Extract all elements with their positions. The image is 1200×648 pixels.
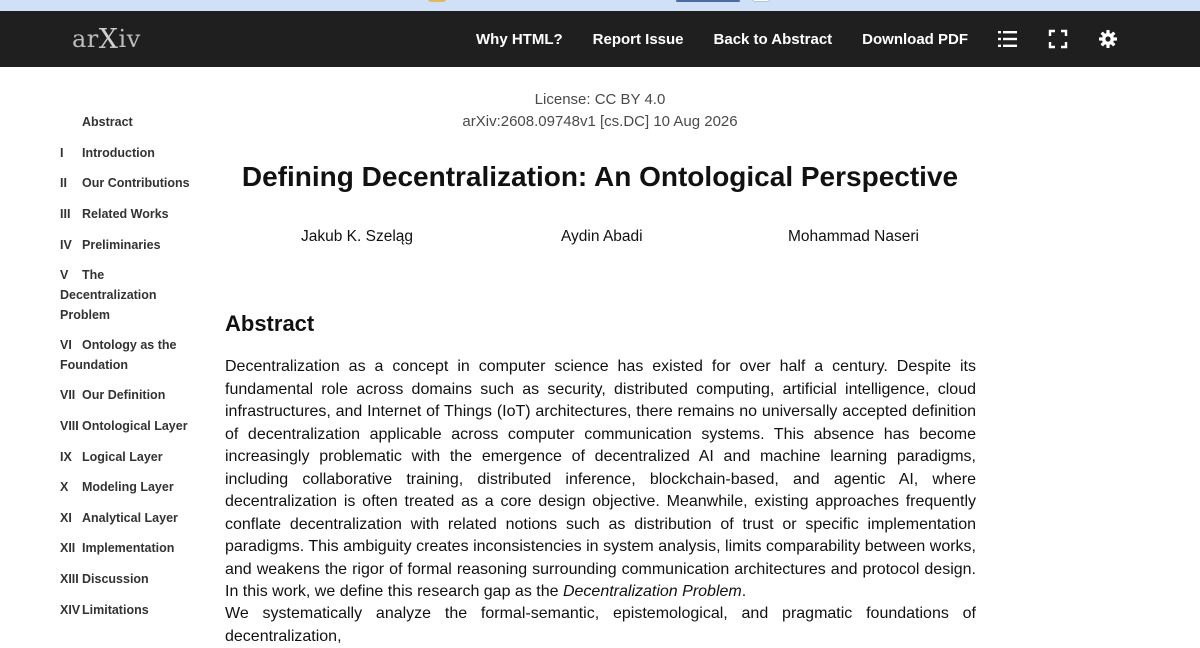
toc-item-introduction[interactable] [60, 143, 200, 163]
abstract-text-body: Decentralization as a concept in computer science has existed for over half a century. Despite its fundamental role across domains such as security, distributed computing, artificial intelligence, cloud infrastructures, and Internet of Things (IoT) architectures, there remains no universally accepted definition of decentralization applicable across computer communication systems. This absence has become increasingly problematic with the emergence of decentralized AI and machine learning paradigms, including collaborative training, distributed inference, blockchain-based, and agentic AI, where decentralization is often treated as a core design objective. Meanwhile, existing approaches frequently conflate decentralization with related notions such as distribution of trust or specific implementation paradigms. This ambiguity creates inconsistencies in system analysis, limits comparability between works, and weakens the rigor of formal reasoning surrounding communication architectures and protocol design. In this work, we define this research gap as the [225, 358, 976, 600]
toc-item-number: II [60, 176, 67, 190]
abstract-paragraph-2: We systematically analyze the formal-semantic, epistemological, and pragmatic foundations of decentralization, [225, 605, 976, 645]
toc-item-number: I [60, 146, 64, 160]
navbar-links [476, 11, 1200, 67]
toc-item-label: Preliminaries [82, 238, 161, 252]
toc-item-label: Introduction [82, 146, 155, 160]
fullscreen-icon[interactable] [1048, 29, 1068, 49]
toc-item-label: Ontology as the Foundation [60, 338, 177, 372]
toc-item-label: Our Contributions [82, 176, 190, 190]
toc-item-label: The Decentralization Problem [60, 268, 157, 322]
report-issue-link[interactable]: Report Issue [592, 30, 684, 48]
toc-item-ontology-foundation[interactable] [60, 335, 200, 375]
toc-item-label: Modeling Layer [82, 480, 174, 494]
toc-item-number: XIV [60, 603, 81, 617]
browser-info-banner [0, 0, 1200, 11]
toc-item-number: VIII [60, 419, 79, 433]
back-to-abstract-link[interactable]: Back to Abstract [713, 30, 833, 48]
arxiv-id-line: arXiv:2608.09748v1 [cs.DC] 10 Aug 2026 [462, 113, 738, 130]
toc-item-related-works[interactable] [60, 204, 200, 224]
author-name: Aydin Abadi [561, 228, 643, 245]
toc-item-analytical-layer[interactable] [60, 508, 200, 528]
logo-text-x: X [98, 23, 119, 55]
toc-item-number: IV [60, 238, 72, 252]
arxiv-logo[interactable] [72, 25, 141, 53]
toc-item-modeling-layer[interactable] [60, 477, 200, 497]
toc-item-number: IX [60, 450, 72, 464]
toc-item-label: Ontological Layer [82, 419, 188, 433]
list-icon[interactable] [998, 29, 1018, 49]
toc-item-implementation[interactable] [60, 538, 200, 558]
toc-item-number: XII [60, 541, 76, 555]
why-html-link[interactable]: Why HTML? [476, 30, 563, 48]
download-pdf-link[interactable]: Download PDF [862, 30, 968, 48]
toc-item-decentralization-problem[interactable] [60, 265, 200, 325]
toc-item-label: Implementation [82, 541, 175, 555]
toc-item-label: Logical Layer [82, 450, 163, 464]
abstract-paragraph [225, 356, 976, 604]
toc-item-number: X [60, 480, 69, 494]
toc-item-our-definition[interactable] [60, 385, 200, 405]
toc-item-number: V [60, 268, 69, 282]
abstract-heading: Abstract [225, 311, 315, 336]
toc-item-label: Discussion [82, 572, 149, 586]
toc-item-label: Our Definition [82, 388, 166, 402]
toc-item-ontological-layer[interactable] [60, 416, 200, 436]
banner-emoji-icon [428, 0, 446, 2]
author-name: Jakub K. Szeląg [301, 228, 414, 245]
author-name: Mohammad Naseri [788, 228, 919, 245]
toc-item-number: XI [60, 511, 72, 525]
toc-item-number: VI [60, 338, 72, 352]
toc-item-our-contributions[interactable] [60, 173, 200, 193]
toc-item-label: Limitations [82, 603, 149, 617]
toc-item-logical-layer[interactable] [60, 447, 200, 467]
toc-item-limitations[interactable] [60, 600, 200, 620]
abstract-text-end: . [741, 583, 747, 600]
theme-gear-icon[interactable] [1098, 29, 1118, 49]
banner-link[interactable] [676, 0, 740, 2]
toc-item-label: Analytical Layer [82, 511, 178, 525]
paper-title: Defining Decentralization: An Ontological Perspective [241, 161, 959, 192]
top-navbar [0, 11, 1200, 67]
logo-text-iv: iv [118, 25, 141, 53]
toc-item-number: III [60, 207, 71, 221]
toc-item-abstract[interactable] [82, 112, 222, 132]
toc-item-preliminaries[interactable] [60, 235, 200, 255]
toc-item-number: VII [60, 388, 76, 402]
logo-text-ar: ar [72, 25, 99, 53]
banner-close-button[interactable] [752, 0, 770, 2]
license-line: License: CC BY 4.0 [534, 91, 666, 108]
toc-item-label: Related Works [82, 207, 169, 221]
toc-item-discussion[interactable] [60, 569, 200, 589]
toc-item-number: XIII [60, 572, 79, 586]
abstract-emphasis: Decentralization Problem [562, 583, 742, 600]
toc-item-label: Abstract [82, 115, 133, 129]
